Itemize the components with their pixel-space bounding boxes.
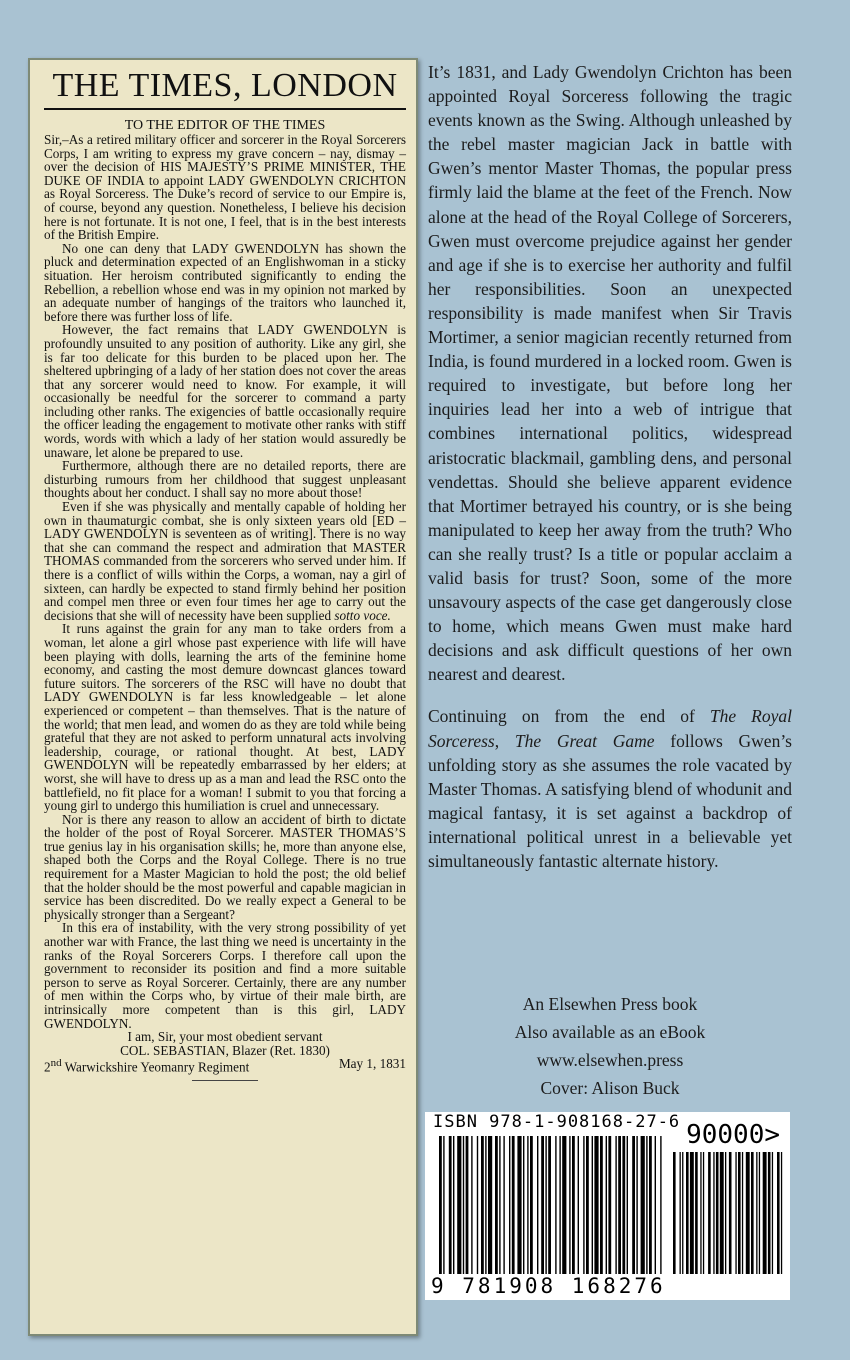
blurb-main: It’s 1831, and Lady Gwendolyn Crichton has been appointed Royal Sorceress following the tragic events known as the Swing. Although unleashed by the rebel master magician Jack in battle with Gwen’s mentor Master Thomas, the popular press firmly laid the blame at the feet of the French. Now alone at the head of the Royal College of Sorcerers, Gwen must overcome prejudice against her gender and age if she is to exercise her authority and fulfil her responsibilities. Soon an unexpected responsibility is made manifest when Sir Travis Mortimer, a senior magician recently returned from India, is found murdered in a locked room. Gwen is required to investigate, but before long her inquiries lead her into a web of intrigue that combines international politics, widespread aristocratic blackmail, gambling dens, and personal vendettas. Should she believe apparent evidence that Mortimer betrayed his country, or is she being manipulated to keep her away from the truth? Who can she really trust? Is a title or popular acclaim a valid basis for trust? Soon, some of the more unsavoury aspects of the case get dangerously close to home, which means Gwen must make hard decisions and ask difficult questions of her own nearest and dearest. (428, 62, 792, 685)
barcode-bar (615, 1136, 616, 1274)
barcode-addon-bar (682, 1152, 683, 1274)
barcode-addon-bar (703, 1152, 704, 1274)
barcode-addon-bar (738, 1152, 741, 1274)
barcode-addon-bar (768, 1152, 771, 1274)
barcode-addon-bar (716, 1152, 719, 1274)
newspaper-clipping (28, 58, 418, 1336)
barcode-bar (439, 1136, 442, 1274)
website-link[interactable]: www.elsewhen.press (536, 1050, 684, 1070)
book-title-great-game: The Great Game (514, 730, 655, 751)
barcode-addon-bar (746, 1152, 750, 1274)
barcode-addon-bar (680, 1152, 681, 1274)
letter-paragraph: Nor is there any reason to allow an accident of birth to dictate the holder of the post of Royal Sorcerer. MASTER THOMAS’S true genius lay in his organisation skills; he, more than anyone else, shaped both the Corps and the Royal College. There is no true requirement for a Master Magician to hold the post; the old belief that the holder should be the most powerful and capable magician in service has been discredited. Do we really expect a General to be physically stronger than a Sergeant? (44, 811, 406, 922)
barcode-addon-bar (763, 1152, 767, 1274)
letter-paragraph: Furthermore, although there are no detailed reports, there are disturbing rumours from her childhood that suggest unpleasant thoughts about her conduct. I shall say no more about those! (44, 458, 406, 501)
barcode-addon-bar (729, 1152, 732, 1274)
barcode-addon-bar (751, 1152, 754, 1274)
barcode-bar (485, 1136, 486, 1274)
back-cover-blurb (428, 60, 792, 873)
barcode-bar (627, 1136, 628, 1274)
regiment (44, 1057, 249, 1074)
barcode-bar (608, 1136, 611, 1274)
regiment-ordinal: 2 (44, 1059, 51, 1075)
barcode-bar (559, 1136, 560, 1274)
barcode-bar (641, 1136, 645, 1274)
barcode-bar (477, 1136, 478, 1274)
letter-paragraph (44, 500, 406, 622)
closing-rule (192, 1080, 258, 1081)
blurb-continuation (428, 704, 792, 873)
barcode-bar (457, 1136, 461, 1274)
barcode-addon-bar (777, 1152, 780, 1274)
letter-paragraph: However, the fact remains that LADY GWENDOLYN is profoundly unsuited to any position of authority. Like any girl, she is far too delicate for this burden to be placed upon her. The sheltered upbringing of a lady of her station does not cover the areas that any sorcerer would need to know. For example, it will occasionally be needful for the sorcerer to command a party including other ranks. The exigencies of battle occasionally require the officer leading the engagement to motivate other ranks with stiff words, words with which a lady of her station would assuredly be unaware, let alone be prepared to use. (44, 322, 406, 460)
regiment-ordinal-suffix: nd (50, 1057, 62, 1070)
barcode-bar (463, 1136, 464, 1274)
barcode-addon-bar (781, 1152, 782, 1274)
book-title-royal-sorceress: The Royal Sorceress (428, 706, 792, 751)
barcode-bar (578, 1136, 579, 1274)
letter-paragraph: In this era of instability, with the very strong possibility of yet another war with France, the last thing we need is uncertainty in the ranks of the Royal Sorcerers Corps. I therefore call upon the government to reconsider its position and find a more suitable person to serve as Royal Sorcerer. Certainly, there are any number of men within the Corps who, by virtue of their male birth, are intrinsically more competent than is this girl, LADY GWENDOLYN. (44, 920, 406, 1031)
barcode-addon-bar (735, 1152, 736, 1274)
regiment-date-row (44, 1057, 406, 1074)
blurb-text: follows Gwen’s unfolding story as she assumes the role vacated by Master Thomas. A satisfying blend of whodunit and magical fantasy, it is set against a backdrop of international political unrest in a believable yet simultaneously fantastic alternate history. (428, 730, 792, 871)
barcode-addon-bar (742, 1152, 743, 1274)
barcode-bar (569, 1136, 570, 1274)
barcode-addon-bar (686, 1152, 689, 1274)
letter-paragraph: Sir,–As a retired military officer and sorcerer in the Royal Sorcerers Corps, I am writing to express my grave concern – nay, dismay – over the decision of HIS MAJESTY’S PRIME MINISTER, THE DUKE OF INDIA to appoint LADY GWENDOLYN CRICHTON as Royal Sorceress. The Duke’s record of service to our Empire is, of course, beyond any question. Nonetheless, I believe his decision here is not fortunate. It is not one, I feel, that is in the best interests of the British Empire. (44, 132, 406, 243)
italic-phrase: sotto voce. (334, 607, 391, 623)
barcode-bar (488, 1136, 492, 1274)
barcode-bar (655, 1136, 656, 1274)
barcode-addon-bar (695, 1152, 698, 1274)
letter-heading: TO THE EDITOR OF THE TIMES (124, 118, 326, 133)
isbn-label: ISBN 978-1-908168-27-6 (433, 1112, 681, 1132)
barcode-bar (481, 1136, 484, 1274)
barcode-bar (548, 1136, 551, 1274)
barcode-bar (600, 1136, 603, 1274)
barcode-bar (495, 1136, 498, 1274)
barcode-bar (471, 1136, 472, 1274)
barcode-bar (555, 1136, 556, 1274)
letter-date: May 1, 1831 (338, 1056, 406, 1072)
letter-paragraph-text: Even if she was physically and mentally capable of holding her own in thaumaturgic combat, she is only sixteen years old [ED – LADY GWENDOLYN is seventeen as of writing]. There is no way that she can command the respect and admiration that MASTER THOMAS commanded from the sorcerers who served under him. If there is a conflict of wills within the Corps, a woman, nay a girl of sixteen, can hardly be expected to stand firmly behind her position and compel men three or even four times her age to carry out the decisions that she will of necessity have been supplied (44, 499, 406, 623)
barcode-bar (541, 1136, 544, 1274)
barcode-bar (572, 1136, 575, 1274)
barcode-bar (509, 1136, 510, 1274)
barcode-bar (562, 1136, 566, 1274)
barcode-bar (606, 1136, 607, 1274)
barcode-bar (622, 1136, 625, 1274)
publisher-credits (428, 990, 792, 1102)
barcode-bar (449, 1136, 452, 1274)
blurb-text: , (494, 730, 515, 751)
barcode-bar (660, 1136, 661, 1274)
barcode-addon-bar (713, 1152, 714, 1274)
ebook-line: Also available as an eBook (514, 1022, 706, 1042)
barcode-bar (632, 1136, 635, 1274)
barcode-bar (646, 1136, 647, 1274)
letter-signoff (44, 1030, 406, 1081)
barcode-addon-bar (759, 1152, 760, 1274)
barcode-bar (592, 1136, 593, 1274)
barcode-addon-bar (690, 1152, 694, 1274)
publisher-line: An Elsewhen Press book (522, 994, 698, 1014)
barcode-bar (586, 1136, 589, 1274)
blurb-text: Continuing on from the end of (428, 706, 710, 727)
barcode-digits: 9 781908 168276 (431, 1274, 666, 1298)
barcode-bar (583, 1136, 584, 1274)
barcode-bar (443, 1136, 444, 1274)
barcode-bar (466, 1136, 469, 1274)
price-code: 90000> (686, 1120, 780, 1150)
barcode-bar (503, 1136, 504, 1274)
barcode-addon-bar (772, 1152, 773, 1274)
closing-line: I am, Sir, your most obedient servant (127, 1029, 323, 1045)
signature: COL. SEBASTIAN, Blazer (Ret. 1830) (120, 1042, 330, 1058)
barcode-bar (537, 1136, 538, 1274)
barcode-addon-bar (700, 1152, 701, 1274)
barcode-addon-bar (708, 1152, 711, 1274)
letter-body (44, 133, 406, 1030)
barcode-bar (499, 1136, 500, 1274)
regiment-name: Warwickshire Yeomanry Regiment (61, 1059, 250, 1075)
barcode-bar (517, 1136, 521, 1274)
letter-paragraph: It runs against the grain for any man to take orders from a woman, let alone a girl whose past experience with life will have been playing with dolls, learning the arts of the feminine home economy, and casting the most demure downcast glances toward future suitors. The sorcerers of the RSC will have no doubt that LADY GWENDOLYN is far less knowledgeable – let alone experienced or competent – than themselves. That is the nature of the world; that men lead, and women do as they are told while being grateful that they are not asked to perform unnatural acts involving leadership, courage, or rational thought. At best, LADY GWENDOLYN will be repeatedly embarrassed by her elders; at worst, she will have to dress up as a man and lead the RSC onto the battlefield, no fit place for a woman! I submit to you that forcing a young girl to undergo this humiliation is cruel and unnecessary. (44, 621, 406, 814)
letter-paragraph: No one can deny that LADY GWENDOLYN has shown the pluck and determination expected of an Englishwoman in a sticky situation. Her heroism contributed significantly to ending the Rebellion, a rebellion whose end was in my opinion not marked by an adequate number of hangings of the traitors who launched it, before there was further loss of life. (44, 240, 406, 324)
barcode-addon-bar (720, 1152, 724, 1274)
barcode-bar (512, 1136, 515, 1274)
barcode-addon-bar (673, 1152, 676, 1274)
barcode-bar (649, 1136, 652, 1274)
barcode-bar (527, 1136, 528, 1274)
cover-credit: Cover: Alison Buck (540, 1078, 680, 1098)
newspaper-title: THE TIMES, LONDON (44, 66, 406, 110)
isbn-barcode (425, 1112, 790, 1300)
barcode-bar (545, 1136, 546, 1274)
barcode-bar (523, 1136, 524, 1274)
barcode-addon-bar (756, 1152, 757, 1274)
barcode-bar (530, 1136, 533, 1274)
barcode-bar (636, 1136, 637, 1274)
barcode-bar (453, 1136, 454, 1274)
barcode-bar (594, 1136, 598, 1274)
barcode-addon-bar (725, 1152, 726, 1274)
barcode-bar (618, 1136, 621, 1274)
